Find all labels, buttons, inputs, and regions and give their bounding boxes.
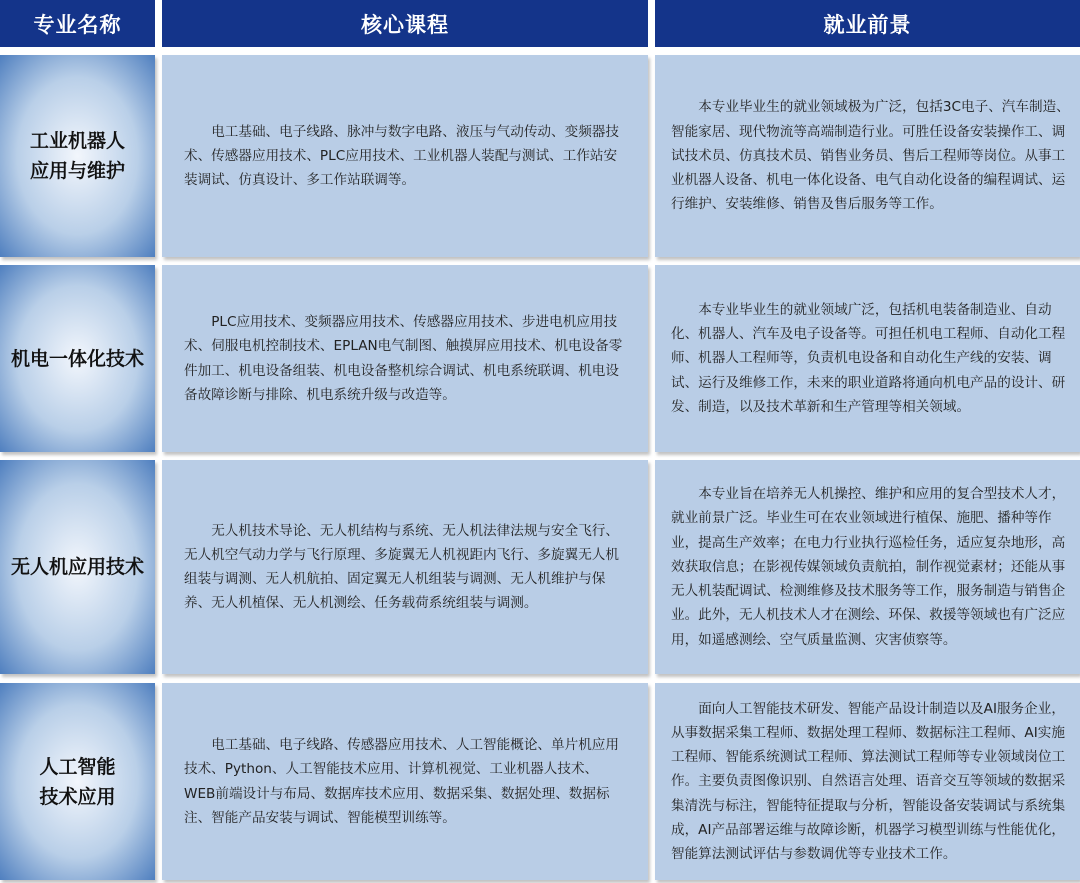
career-text: 本专业毕业生的就业领域极为广泛，包括3C电子、汽车制造、智能家居、现代物流等高端制造行业。可胜任设备安装操作工、调试技术员、仿真技术员、销售业务员、售后工程师等岗位。从事工业机器人设备、机电一体化设备、电气自动化设备的编程调试、运行维护、安装维修、销售及售后服务等工作。	[671, 99, 1070, 213]
career-cell-drone	[655, 460, 1080, 674]
career-cell-mechatronics	[655, 265, 1080, 452]
courses-text: PLC应用技术、变频器应用技术、传感器应用技术、步进电机应用技术、伺服电机控制技术、EPLAN电气制图、触摸屏应用技术、机电设备零件加工、机电设备组装、机电设备整机综合调试、机电系统联调、机电设备故障诊断与排除、机电系统升级与改造等。	[184, 314, 623, 403]
courses-cell-ai	[162, 683, 648, 880]
courses-cell-industrial-robot	[162, 55, 648, 257]
major-name-mechatronics: 机电一体化技术	[0, 265, 155, 452]
courses-text: 无人机技术导论、无人机结构与系统、无人机法律法规与安全飞行、无人机空气动力学与飞行原理、多旋翼无人机视距内飞行、多旋翼无人机组装与调测、无人机航拍、固定翼无人机组装与调测、无人机维护与保养、无人机植保、无人机测绘、任务载荷系统组装与调测。	[184, 522, 619, 612]
career-cell-industrial-robot	[655, 55, 1080, 257]
career-cell-ai	[655, 683, 1080, 880]
courses-text: 电工基础、电子线路、传感器应用技术、人工智能概论、单片机应用技术、Python、人工智能技术应用、计算机视觉、工业机器人技术、WEB前端设计与布局、数据库技术应用、数据采集、数据处理、数据标注、智能产品安装与调试、智能模型训练等。	[184, 737, 619, 826]
career-text: 本专业旨在培养无人机操控、维护和应用的复合型技术人才，就业前景广泛。毕业生可在农业领域进行植保、施肥、播种等作业，提高生产效率；在电力行业执行巡检任务，适应复杂地形，高效获取信息；在影视传媒领域负责航拍，制作视觉素材；还能从事无人机装配调试、检测维修及技术服务等工作，服务制造与销售企业。此外，无人机技术人才在测绘、环保、救援等领域也有广泛应用，如遥感测绘、空气质量监测、灾害侦察等。	[671, 486, 1066, 648]
courses-text: 电工基础、电子线路、脉冲与数字电路、液压与气动传动、变频器技术、传感器应用技术、PLC应用技术、工业机器人装配与测试、工作站安装调试、仿真设计、多工作站联调等。	[184, 123, 619, 189]
header-courses: 核心课程	[162, 0, 648, 47]
career-text: 面向人工智能技术研发、智能产品设计制造以及AI服务企业，从事数据采集工程师、数据处理工程师、数据标注工程师、AI实施工程师、智能系统测试工程师、算法测试工程师等专业领域岗位工作。主要负责图像识别、自然语言处理、语音交互等领域的数据采集清洗与标注，智能特征提取与分析，智能设备安装调试与系统集成，AI产品部署运维与故障诊断，机器学习模型训练与性能优化，智能算法测试评估与参数调优等专业技术工作。	[671, 700, 1066, 862]
major-name-drone: 无人机应用技术	[0, 460, 155, 674]
career-text: 本专业毕业生的就业领域广泛，包括机电装备制造业、自动化、机器人、汽车及电子设备等。可担任机电工程师、自动化工程师、机器人工程师等，负责机电设备和自动化生产线的安装、调试、运行及维修工作，未来的职业道路将通向机电产品的设计、研发、制造，以及技术革新和生产管理等相关领域。	[671, 301, 1066, 415]
header-major: 专业名称	[0, 0, 155, 47]
header-career: 就业前景	[655, 0, 1080, 47]
major-name-industrial-robot: 工业机器人 应用与维护	[0, 55, 155, 257]
courses-cell-mechatronics	[162, 265, 648, 452]
major-name-ai: 人工智能 技术应用	[0, 683, 155, 880]
courses-cell-drone	[162, 460, 648, 674]
